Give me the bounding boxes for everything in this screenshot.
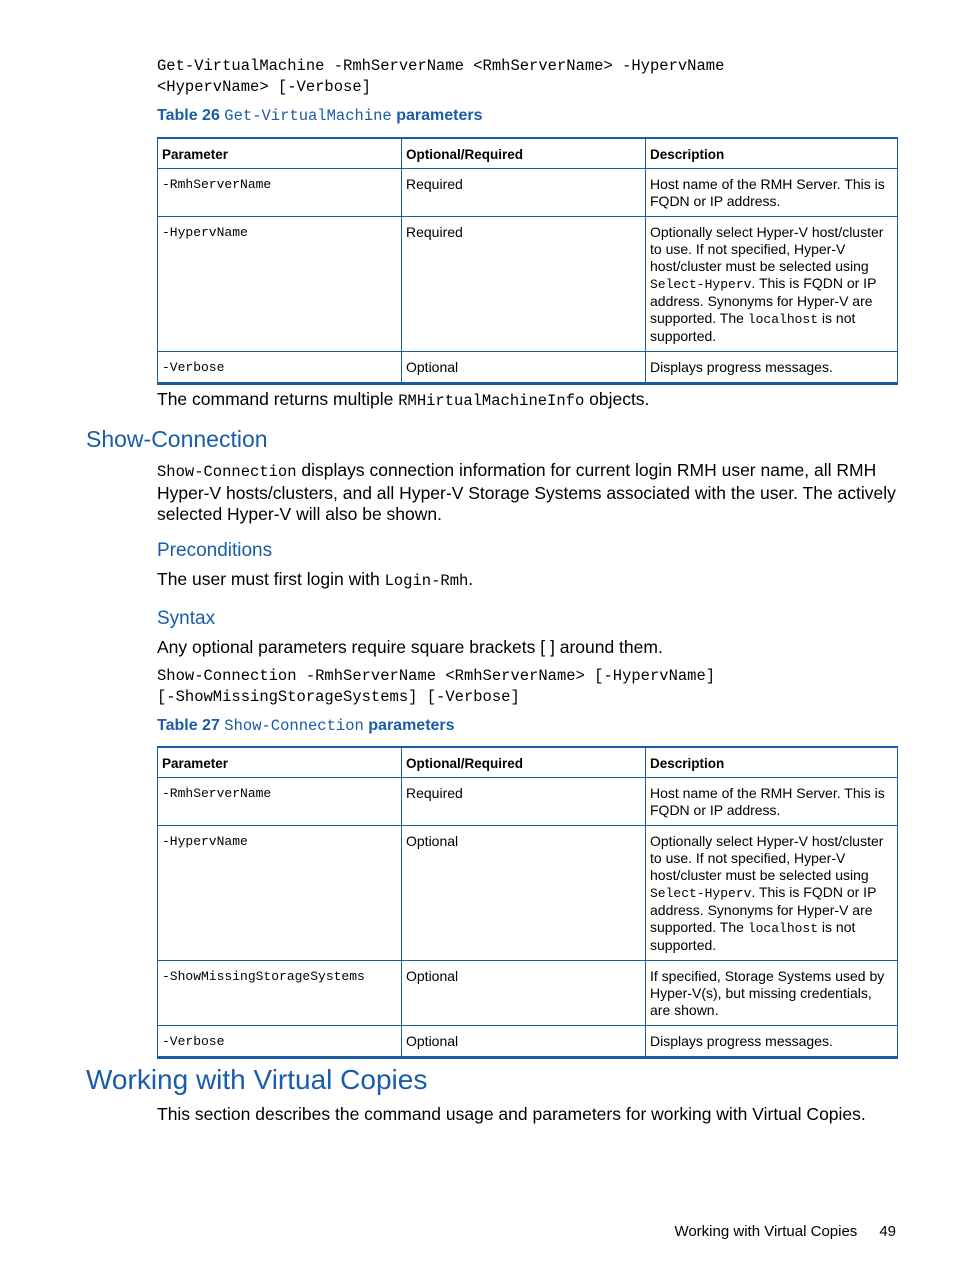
req-cell: Optional: [402, 826, 646, 961]
code-line: Show-Connection -RmhServerName <RmhServerName> [-HypervName]: [157, 667, 716, 685]
table-row: [158, 217, 898, 352]
command-syntax-block: [157, 56, 897, 98]
table-27: [157, 746, 898, 1059]
table-26-caption: Table 26 Get-VirtualMachine parameters: [157, 107, 483, 125]
footer-section-title: Working with Virtual Copies: [674, 1223, 858, 1240]
returns-paragraph: The command returns multiple RMHirtualMachineInfo objects.: [157, 389, 650, 410]
command-syntax-block: [157, 666, 897, 708]
param-cell: -HypervName: [158, 217, 402, 352]
code-line: <HypervName> [-Verbose]: [157, 78, 371, 96]
table-row: [158, 826, 898, 961]
header-description: Description: [646, 747, 898, 778]
table-row: [158, 961, 898, 1026]
table-row: [158, 1026, 898, 1058]
header-description: Description: [646, 138, 898, 169]
param-cell: -ShowMissingStorageSystems: [158, 961, 402, 1026]
req-cell: Required: [402, 217, 646, 352]
header-optional-required: Optional/Required: [402, 138, 646, 169]
page-number: 49: [879, 1223, 896, 1240]
param-cell: -HypervName: [158, 826, 402, 961]
req-cell: Optional: [402, 961, 646, 1026]
param-cell: -Verbose: [158, 352, 402, 384]
code-line: [-ShowMissingStorageSystems] [-Verbose]: [157, 688, 520, 706]
section-heading-show-connection: Show-Connection: [86, 426, 268, 452]
param-cell: -RmhServerName: [158, 169, 402, 217]
show-connection-intro: Show-Connection displays connection information for current login RMH user name, all RMH Hyper-V hosts/clusters, and all Hyper-V Storage Systems associated with the user. The actively selected Hyper-V will also be shown.: [157, 460, 896, 524]
req-cell: Optional: [402, 352, 646, 384]
req-cell: Required: [402, 169, 646, 217]
table-row: [158, 169, 898, 217]
table-row: [158, 778, 898, 826]
table-27-caption: Table 27 Show-Connection parameters: [157, 717, 455, 735]
table-header-row: [158, 138, 898, 169]
desc-cell: Optionally select Hyper-V host/cluster to use. If not specified, Hyper-V host/cluster must be selected using Select-Hyperv. This is FQDN or IP address. Synonyms for Hyper-V are supported. The localhost is not supported.: [646, 217, 898, 352]
code-line: Get-VirtualMachine -RmhServerName <RmhServerName> -HypervName: [157, 57, 725, 75]
table-row: [158, 352, 898, 384]
header-parameter: Parameter: [158, 138, 402, 169]
page-footer: [674, 1223, 896, 1240]
section-heading-virtual-copies: Working with Virtual Copies: [86, 1064, 428, 1095]
table-header-row: [158, 747, 898, 778]
desc-cell: Optionally select Hyper-V host/cluster to use. If not specified, Hyper-V host/cluster must be selected using Select-Hyperv. This is FQDN or IP address. Synonyms for Hyper-V are supported. The localhost is not supported.: [646, 826, 898, 961]
desc-cell: Host name of the RMH Server. This is FQDN or IP address.: [646, 778, 898, 826]
table-26: [157, 137, 898, 385]
header-optional-required: Optional/Required: [402, 747, 646, 778]
req-cell: Required: [402, 778, 646, 826]
desc-cell: Displays progress messages.: [646, 352, 898, 384]
subheading-preconditions: Preconditions: [157, 540, 273, 561]
syntax-text: Any optional parameters require square brackets [ ] around them.: [157, 637, 663, 657]
header-parameter: Parameter: [158, 747, 402, 778]
subheading-syntax: Syntax: [157, 608, 216, 629]
param-cell: -Verbose: [158, 1026, 402, 1058]
desc-cell: Displays progress messages.: [646, 1026, 898, 1058]
desc-cell: If specified, Storage Systems used by Hyper-V(s), but missing credentials, are shown.: [646, 961, 898, 1026]
virtual-copies-intro: This section describes the command usage and parameters for working with Virtual Copies.: [157, 1104, 866, 1124]
param-cell: -RmhServerName: [158, 778, 402, 826]
desc-cell: Host name of the RMH Server. This is FQDN or IP address.: [646, 169, 898, 217]
req-cell: Optional: [402, 1026, 646, 1058]
preconditions-text: The user must first login with Login-Rmh.: [157, 569, 474, 590]
